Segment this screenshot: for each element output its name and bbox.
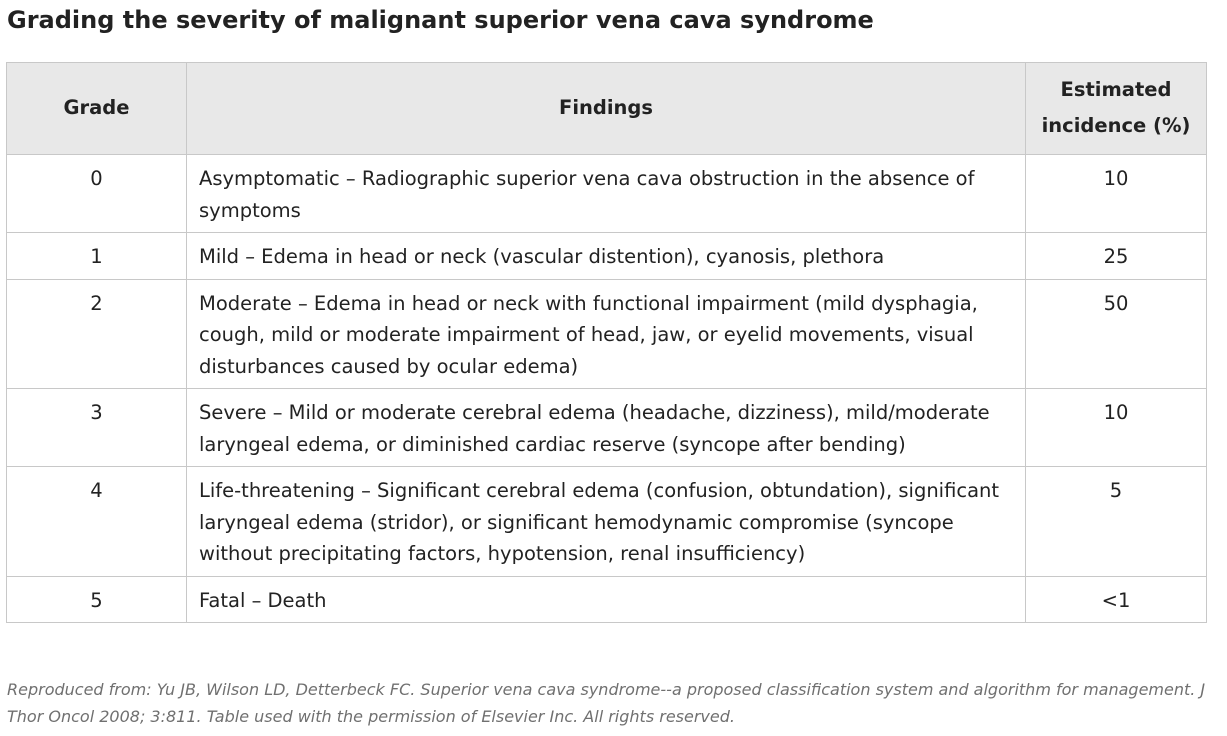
findings-cell: Moderate – Edema in head or neck with functional impairment (mild dysphagia, cough, mild or moderate impairment of head, jaw, or eyelid movements, visual disturbances caused by ocular edema) <box>187 279 1026 389</box>
header-incidence: Estimated incidence (%) <box>1026 63 1207 155</box>
table-row <box>7 467 1207 577</box>
incidence-cell: 10 <box>1026 389 1207 467</box>
grading-table <box>6 62 1207 623</box>
grade-cell: 1 <box>7 233 187 280</box>
table-row <box>7 279 1207 389</box>
findings-cell: Life-threatening – Significant cerebral edema (confusion, obtundation), significant laryngeal edema (stridor), or significant hemodynamic compromise (syncope without precipitating factors, hypotension, renal insufficiency) <box>187 467 1026 577</box>
table-row <box>7 233 1207 280</box>
grade-cell: 0 <box>7 155 187 233</box>
grade-cell: 5 <box>7 576 187 623</box>
table-row <box>7 155 1207 233</box>
citation-note: Reproduced from: Yu JB, Wilson LD, Detterbeck FC. Superior vena cava syndrome--a proposed classification system and algorithm for management. J Thor Oncol 2008; 3:811. Table used with the permission of Elsevier Inc. All rights reserved. <box>7 680 1206 726</box>
findings-cell: Severe – Mild or moderate cerebral edema (headache, dizziness), mild/moderate laryngeal edema, or diminished cardiac reserve (syncope after bending) <box>187 389 1026 467</box>
table-title: Grading the severity of malignant superior vena cava syndrome <box>7 6 874 34</box>
grade-cell: 3 <box>7 389 187 467</box>
incidence-cell: 50 <box>1026 279 1207 389</box>
incidence-cell: 10 <box>1026 155 1207 233</box>
header-grade: Grade <box>7 63 187 155</box>
header-findings: Findings <box>187 63 1026 155</box>
table-row <box>7 576 1207 623</box>
incidence-cell: 25 <box>1026 233 1207 280</box>
incidence-cell: 5 <box>1026 467 1207 577</box>
grade-cell: 4 <box>7 467 187 577</box>
incidence-cell: <1 <box>1026 576 1207 623</box>
findings-cell: Mild – Edema in head or neck (vascular distention), cyanosis, plethora <box>187 233 1026 280</box>
findings-cell: Asymptomatic – Radiographic superior vena cava obstruction in the absence of symptoms <box>187 155 1026 233</box>
grade-cell: 2 <box>7 279 187 389</box>
header-row <box>7 63 1207 155</box>
table-row <box>7 389 1207 467</box>
findings-cell: Fatal – Death <box>187 576 1026 623</box>
